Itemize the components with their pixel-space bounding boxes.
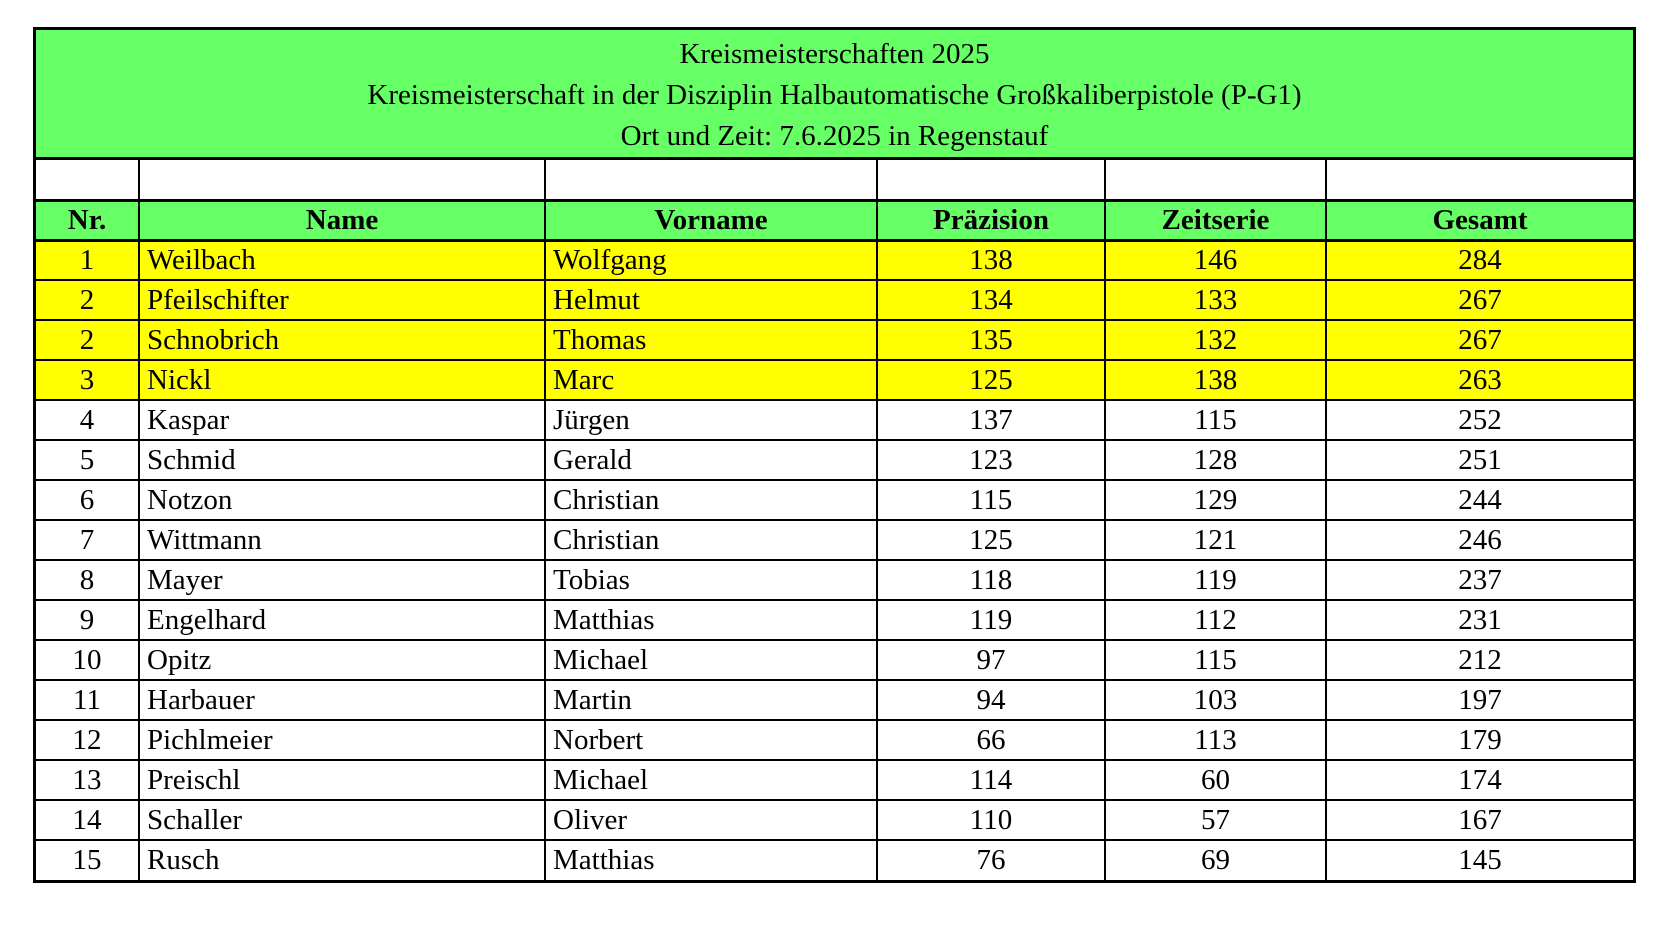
precision-score-cell: 76 <box>877 840 1105 880</box>
empty-cell <box>139 160 545 200</box>
results-sheet <box>33 27 1636 883</box>
total-score-cell: 145 <box>1458 844 1502 876</box>
precision-score-cell: 66 <box>877 720 1105 760</box>
empty-cell <box>1326 160 1633 200</box>
rank-cell: 3 <box>36 360 139 400</box>
name-cell: Engelhard <box>139 600 545 640</box>
name-cell: Kaspar <box>139 400 545 440</box>
timed-series-score-cell: 132 <box>1105 320 1326 360</box>
name-cell: Pichlmeier <box>139 720 545 760</box>
table-row <box>36 480 1633 520</box>
table-row <box>36 280 1633 320</box>
total-score-cell: 179 <box>1326 720 1633 760</box>
first-name-cell: Wolfgang <box>545 240 877 280</box>
total-score-cell: 246 <box>1326 520 1633 560</box>
table-row <box>36 600 1633 640</box>
table-row <box>36 760 1633 800</box>
timed-series-score-cell: 57 <box>1105 800 1326 840</box>
timed-series-score-cell: 69 <box>1105 840 1326 880</box>
empty-cell <box>545 160 877 200</box>
timed-series-score-cell: 113 <box>1105 720 1326 760</box>
total-score-cell: 284 <box>1326 240 1633 280</box>
place-date-line: Ort und Zeit: 7.6.2025 in Regenstauf <box>620 120 1049 152</box>
total-score-cell: 174 <box>1326 760 1633 800</box>
rank-cell: 15 <box>36 840 139 880</box>
total-score-cell: 197 <box>1326 680 1633 720</box>
rank-cell: 12 <box>36 720 139 760</box>
table-row <box>36 720 1633 760</box>
rank-cell: 14 <box>36 800 139 840</box>
discipline-title: Kreismeisterschaft in der Disziplin Halbautomatische Großkaliberpistole (P-G1) <box>367 79 1302 111</box>
event-title: Kreismeisterschaften 2025 <box>679 38 990 70</box>
header-row <box>36 200 1633 240</box>
name-cell: Pfeilschifter <box>139 280 545 320</box>
rank-cell: 2 <box>36 320 139 360</box>
name-cell: Nickl <box>139 360 545 400</box>
name-cell: Notzon <box>139 480 545 520</box>
precision-score-cell: 135 <box>877 320 1105 360</box>
precision-score-cell: 125 <box>877 520 1105 560</box>
precision-score-cell: 134 <box>877 280 1105 320</box>
first-name-cell: Helmut <box>545 280 877 320</box>
timed-series-score-cell: 146 <box>1105 240 1326 280</box>
first-name-cell: Matthias <box>545 600 877 640</box>
column-header-praezision: Präzision <box>877 200 1105 240</box>
total-score-cell: 167 <box>1326 800 1633 840</box>
timed-series-score-cell: 103 <box>1105 680 1326 720</box>
table-row <box>36 520 1633 560</box>
table-row <box>36 360 1633 400</box>
precision-score-cell: 115 <box>877 480 1105 520</box>
table-row <box>36 680 1633 720</box>
rank-cell: 7 <box>36 520 139 560</box>
name-cell: Mayer <box>139 560 545 600</box>
name-cell: Schmid <box>139 440 545 480</box>
precision-score-cell: 114 <box>877 760 1105 800</box>
first-name-cell: Christian <box>545 480 877 520</box>
timed-series-score-cell: 119 <box>1105 560 1326 600</box>
first-name-cell: Michael <box>545 640 877 680</box>
name-cell: Schnobrich <box>139 320 545 360</box>
empty-row <box>36 160 1633 200</box>
first-name-cell: Matthias <box>545 840 877 880</box>
timed-series-score-cell: 60 <box>1105 760 1326 800</box>
total-score-cell: 212 <box>1326 640 1633 680</box>
table-row <box>36 800 1633 840</box>
precision-score-cell: 123 <box>877 440 1105 480</box>
rank-cell: 13 <box>36 760 139 800</box>
name-cell: Rusch <box>139 840 545 880</box>
table-row <box>36 440 1633 480</box>
name-cell: Preischl <box>139 760 545 800</box>
rank-cell: 6 <box>36 480 139 520</box>
first-name-cell: Norbert <box>545 720 877 760</box>
table-row <box>36 560 1633 600</box>
first-name-cell: Jürgen <box>545 400 877 440</box>
table-row <box>36 400 1633 440</box>
title-block <box>36 30 1633 160</box>
name-cell: Weilbach <box>139 240 545 280</box>
precision-score-cell: 125 <box>877 360 1105 400</box>
precision-score-cell: 137 <box>877 400 1105 440</box>
timed-series-score-cell: 129 <box>1105 480 1326 520</box>
table-row <box>36 240 1633 280</box>
first-name-cell: Marc <box>545 360 877 400</box>
first-name-cell: Gerald <box>545 440 877 480</box>
results-table <box>36 160 1633 880</box>
table-row <box>36 320 1633 360</box>
rank-cell: 1 <box>36 240 139 280</box>
first-name-cell: Christian <box>545 520 877 560</box>
empty-cell <box>36 160 139 200</box>
first-name-cell: Michael <box>545 760 877 800</box>
first-name-cell: Oliver <box>545 800 877 840</box>
name-cell: Schaller <box>139 800 545 840</box>
rank-cell: 9 <box>36 600 139 640</box>
name-cell: Opitz <box>139 640 545 680</box>
rank-cell: 5 <box>36 440 139 480</box>
total-score-cell: 237 <box>1326 560 1633 600</box>
column-header-gesamt: Gesamt <box>1326 200 1633 240</box>
rank-cell: 2 <box>36 280 139 320</box>
total-score-cell: 251 <box>1326 440 1633 480</box>
rank-cell: 4 <box>36 400 139 440</box>
timed-series-score-cell: 138 <box>1105 360 1326 400</box>
total-score-cell: 267 <box>1326 280 1633 320</box>
precision-score-cell: 94 <box>877 680 1105 720</box>
first-name-cell: Martin <box>545 680 877 720</box>
total-score-cell: 252 <box>1326 400 1633 440</box>
precision-score-cell: 110 <box>877 800 1105 840</box>
first-name-cell: Thomas <box>545 320 877 360</box>
total-score-cell: 267 <box>1326 320 1633 360</box>
empty-cell <box>877 160 1105 200</box>
precision-score-cell: 97 <box>877 640 1105 680</box>
timed-series-score-cell: 112 <box>1105 600 1326 640</box>
column-header-name: Name <box>139 200 545 240</box>
precision-score-cell: 138 <box>877 240 1105 280</box>
total-score-cell: 231 <box>1326 600 1633 640</box>
timed-series-score-cell: 133 <box>1105 280 1326 320</box>
column-header-zeitserie: Zeitserie <box>1105 200 1326 240</box>
first-name-cell: Tobias <box>545 560 877 600</box>
table-row <box>36 840 1633 880</box>
timed-series-score-cell: 128 <box>1105 440 1326 480</box>
name-cell: Wittmann <box>139 520 545 560</box>
timed-series-score-cell: 115 <box>1105 400 1326 440</box>
timed-series-score-cell: 115 <box>1105 640 1326 680</box>
rank-cell: 10 <box>36 640 139 680</box>
table-row <box>36 640 1633 680</box>
rank-cell: 11 <box>36 680 139 720</box>
rank-cell: 8 <box>36 560 139 600</box>
precision-score-cell: 119 <box>877 600 1105 640</box>
column-header-vorname: Vorname <box>545 200 877 240</box>
empty-cell <box>1105 160 1326 200</box>
name-cell: Harbauer <box>139 680 545 720</box>
column-header-nr: Nr. <box>36 200 139 240</box>
total-score-cell: 263 <box>1326 360 1633 400</box>
precision-score-cell: 118 <box>877 560 1105 600</box>
timed-series-score-cell: 121 <box>1105 520 1326 560</box>
results-body <box>36 240 1633 880</box>
total-score-cell: 244 <box>1326 480 1633 520</box>
